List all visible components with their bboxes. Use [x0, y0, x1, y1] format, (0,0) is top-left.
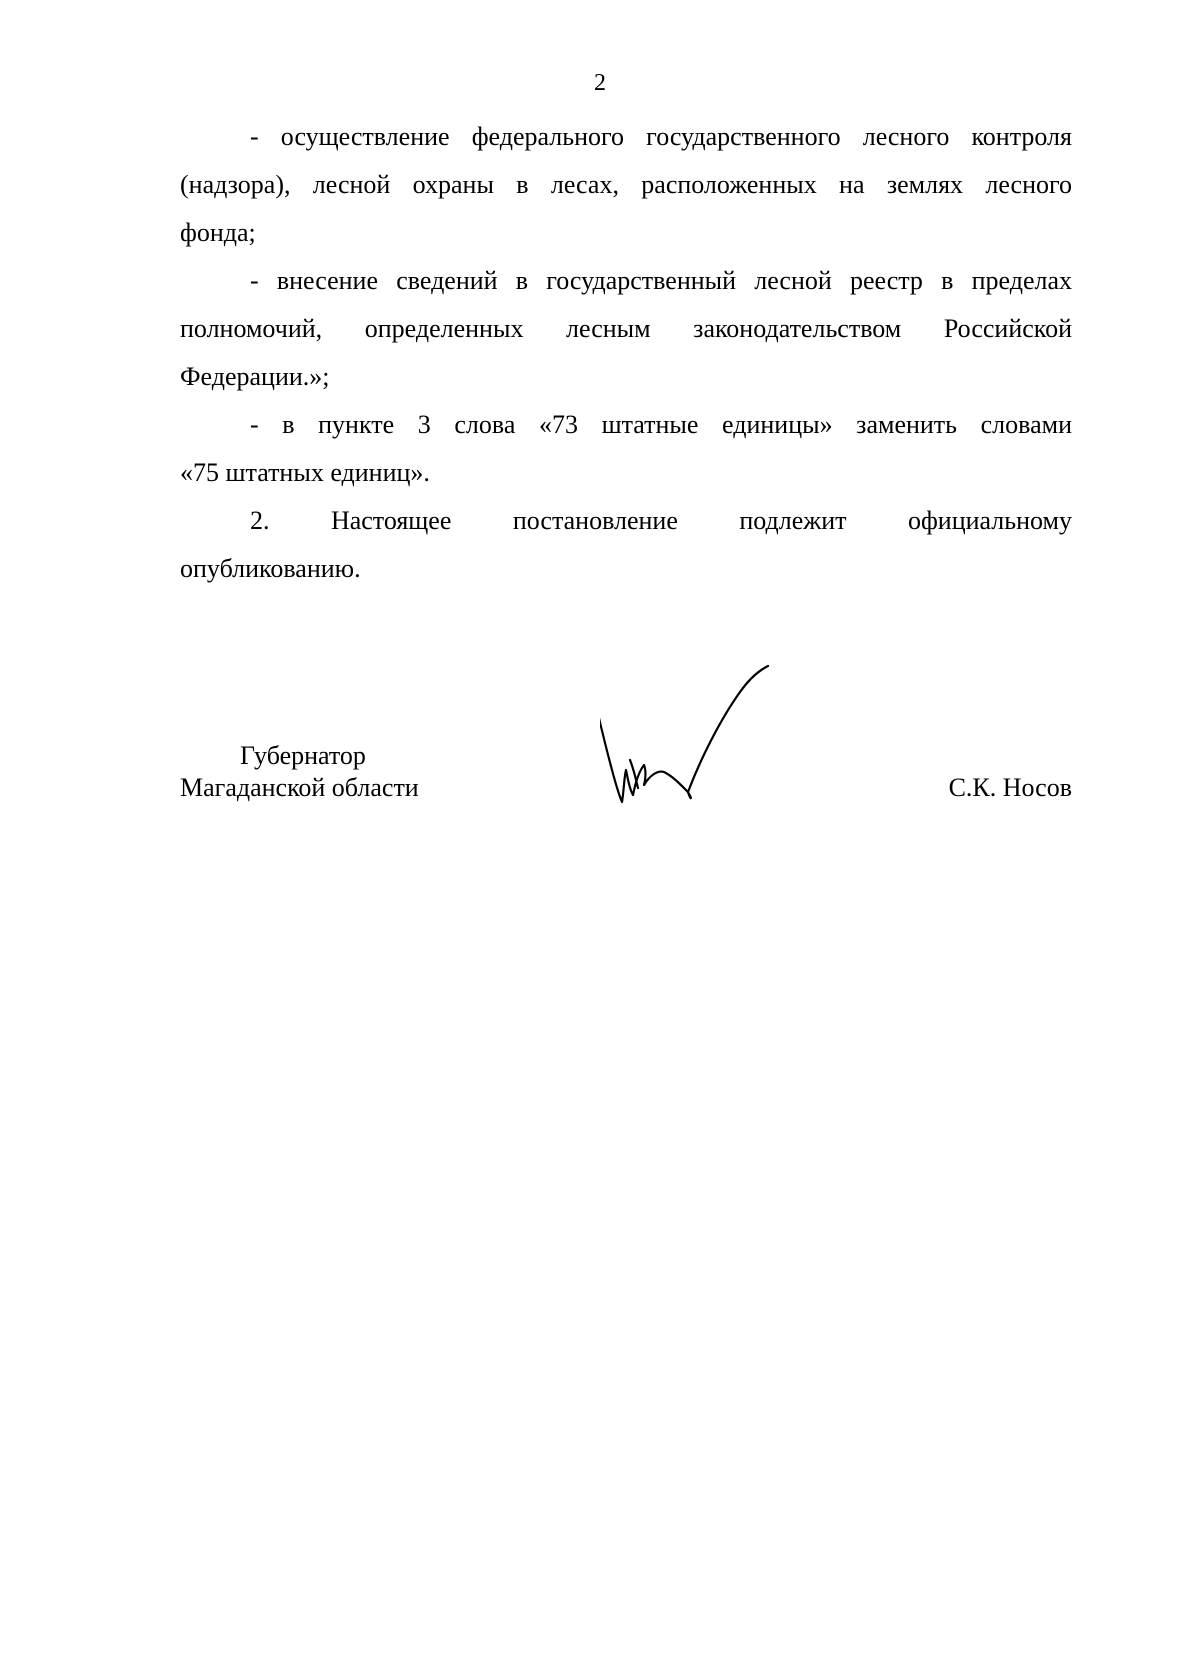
signature-block: [180, 740, 1072, 850]
paragraph-line: опубликованию.: [180, 554, 361, 583]
paragraph-line: - внесение сведений в государственный лесной реестр в пределах: [250, 266, 1072, 295]
document-body: [180, 113, 1072, 593]
signer-position-line2: Магаданской области: [180, 773, 419, 802]
paragraph-line: 2. Настоящее постановление подлежит официальному: [250, 506, 1072, 535]
signer-position-line1: Губернатор: [240, 741, 366, 770]
paragraph-line: - осуществление федерального государственного лесного контроля: [250, 122, 1072, 151]
signer-position: [180, 740, 480, 804]
paragraph-line: фонда;: [180, 218, 256, 247]
signer-name: С.К. Носов: [948, 773, 1072, 802]
paragraph-staff-units: [180, 401, 1072, 497]
paragraph-line: «75 штатных единиц».: [180, 458, 430, 487]
paragraph-publication: [180, 497, 1072, 593]
paragraph-line: (надзора), лесной охраны в лесах, расположенных на землях лесного: [180, 170, 1072, 199]
paragraph-forest-control: [180, 113, 1072, 257]
paragraph-line: Федерации.»;: [180, 362, 330, 391]
paragraph-line: полномочий, определенных лесным законодательством Российской: [180, 314, 1072, 343]
paragraph-line: - в пункте 3 слова «73 штатные единицы» заменить словами: [250, 410, 1072, 439]
page-number: 2: [594, 70, 606, 96]
paragraph-forest-registry: [180, 257, 1072, 401]
